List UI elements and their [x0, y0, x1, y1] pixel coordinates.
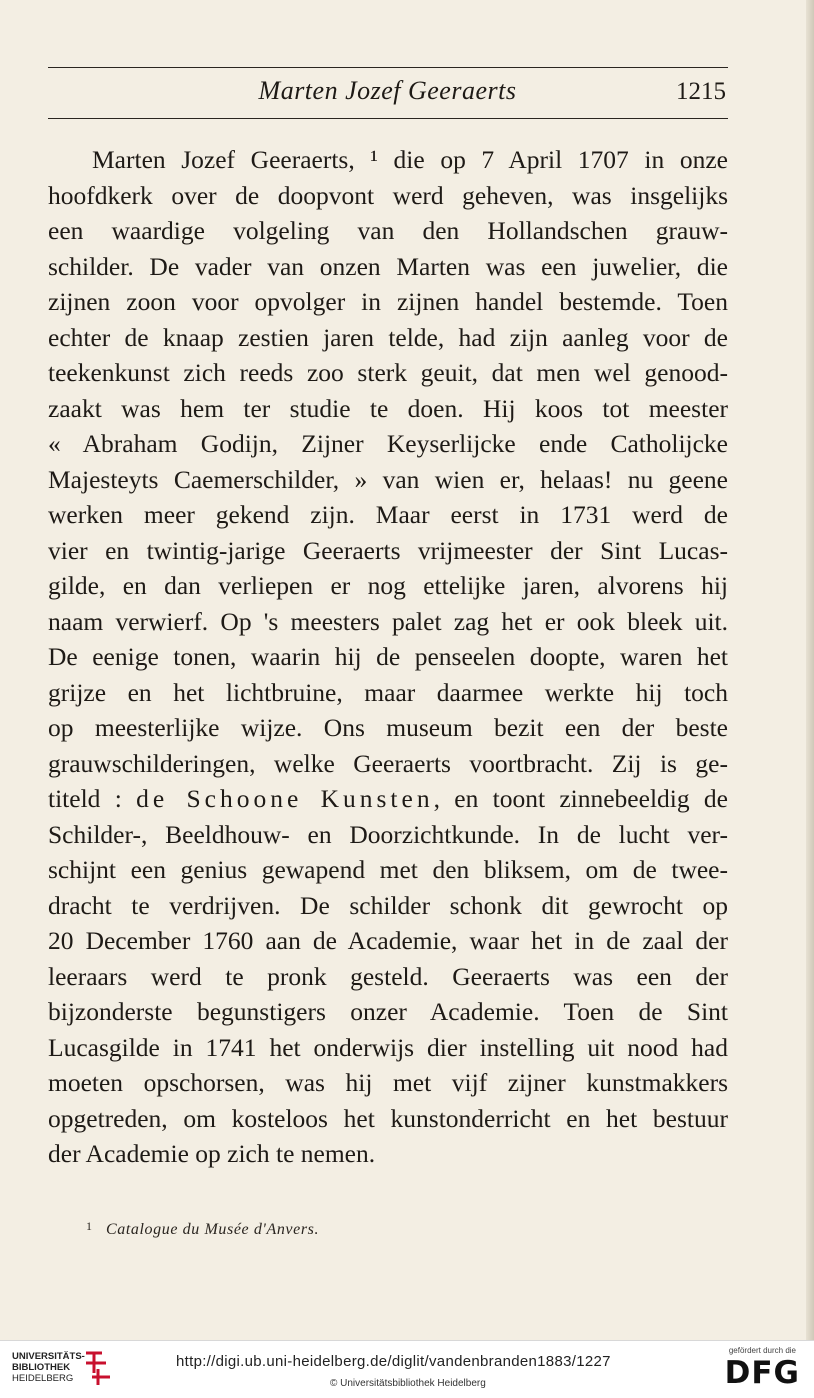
text-line: zijnen zoon voor opvolger in zijnen handel bestemde. Toen: [48, 287, 728, 316]
text-line: zaakt was hem ter studie te doen. Hij koos tot meester: [48, 393, 728, 423]
text-line-prefix: titeld :: [48, 784, 137, 813]
text-line: grijze en het lichtbruine, maar daarmee werkte hij toch: [48, 677, 728, 707]
text-line: teekenkunst zich reeds zoo sterk geuit, dat men wel genood-: [48, 358, 728, 387]
text-line: Lucasgilde in 1741 het onderwijs dier instelling uit nood had: [48, 1032, 728, 1062]
text-line: dracht te verdrijven. De schilder schonk dit gewrocht op: [48, 890, 728, 920]
header-rule-top: [48, 67, 728, 68]
library-name: [12, 1351, 85, 1384]
library-name-line: HEIDELBERG: [12, 1373, 74, 1384]
text-line: gilde, en dan verliepen er nog ettelijke jaren, alvorens hij: [48, 571, 728, 600]
dfg-caption: gefördert durch die: [728, 1346, 796, 1355]
text-line: opgetreden, om kosteloos het kunstonderricht en het bestuur: [48, 1103, 728, 1133]
body-text: [48, 142, 728, 1172]
viewer-footer: [0, 1340, 814, 1398]
footnote-text: Catalogue du Musée d'Anvers.: [106, 1221, 320, 1238]
text-line: echter de knaap zestien jaren telde, had zijn aanleg voor de: [48, 322, 728, 352]
dfg-logo: DFG: [724, 1355, 800, 1391]
text-line: 20 December 1760 aan de Academie, waar het in de zaal der: [48, 926, 728, 955]
text-line: Marten Jozef Geeraerts, ¹ die op 7 April 1707 in onze: [92, 145, 728, 174]
text-line-suffix: , en toont zinnebeeldig de: [433, 784, 728, 813]
text-line: schilder. De vader van onzen Marten was een juwelier, die: [48, 251, 728, 281]
library-name-line: BIBLIOTHEK: [12, 1362, 71, 1373]
text-line: der Academie op zich te nemen.: [48, 1139, 376, 1168]
running-title: Marten Jozef Geeraerts: [258, 76, 517, 105]
copyright-notice: © Universitätsbibliothek Heidelberg: [330, 1378, 486, 1389]
text-line: een waardige volgeling van den Hollandschen grauw-: [48, 216, 728, 245]
footnote-mark: 1: [86, 1219, 92, 1233]
library-logo-icon: [82, 1347, 114, 1387]
text-line: vier en twintig-jarige Geeraerts vrijmeester der Sint Lucas-: [48, 535, 728, 565]
text-line: « Abraham Godijn, Zijner Keyserlijcke ende Catholijcke: [48, 429, 728, 458]
text-line: grauwschilderingen, welke Geeraerts voortbracht. Zij is ge-: [48, 748, 728, 778]
spaced-title: de Schoone Kunsten: [136, 784, 434, 813]
text-line: schijnt een genius gewapend met den bliksem, om de twee-: [48, 855, 728, 884]
text-line: leeraars werd te pronk gesteld. Geeraerts was een der: [48, 961, 728, 991]
text-line: moeten opschorsen, was hij met vijf zijner kunstmakkers: [48, 1068, 728, 1097]
library-name-line: UNIVERSITÄTS-: [12, 1351, 85, 1362]
header-rule-bottom: [48, 118, 728, 119]
permalink-url[interactable]: http://digi.ub.uni-heidelberg.de/diglit/vandenbranden1883/1227: [176, 1353, 611, 1370]
text-line: Schilder-, Beeldhouw- en Doorzichtkunde. In de lucht ver-: [48, 819, 728, 849]
text-line: hoofdkerk over de doopvont werd geheven, was insgelijks: [48, 180, 728, 210]
text-line: bijzonderste begunstigers onzer Academie. Toen de Sint: [48, 997, 728, 1026]
text-line: naam verwierf. Op 's meesters palet zag het er ook bleek uit.: [48, 606, 728, 636]
page-edge-shadow: [806, 0, 814, 1340]
text-line: op meesterlijke wijze. Ons museum bezit een der beste: [48, 713, 728, 742]
footnote: [86, 1219, 319, 1239]
text-line: Majesteyts Caemerschilder, » van wien er, helaas! nu geene: [48, 464, 728, 494]
text-line-spaced: [48, 781, 728, 817]
text-line: werken meer gekend zijn. Maar eerst in 1731 werd de: [48, 500, 728, 529]
page-number: 1215: [676, 78, 726, 105]
text-line: De eenige tonen, waarin hij de penseelen doopte, waren het: [48, 642, 728, 671]
